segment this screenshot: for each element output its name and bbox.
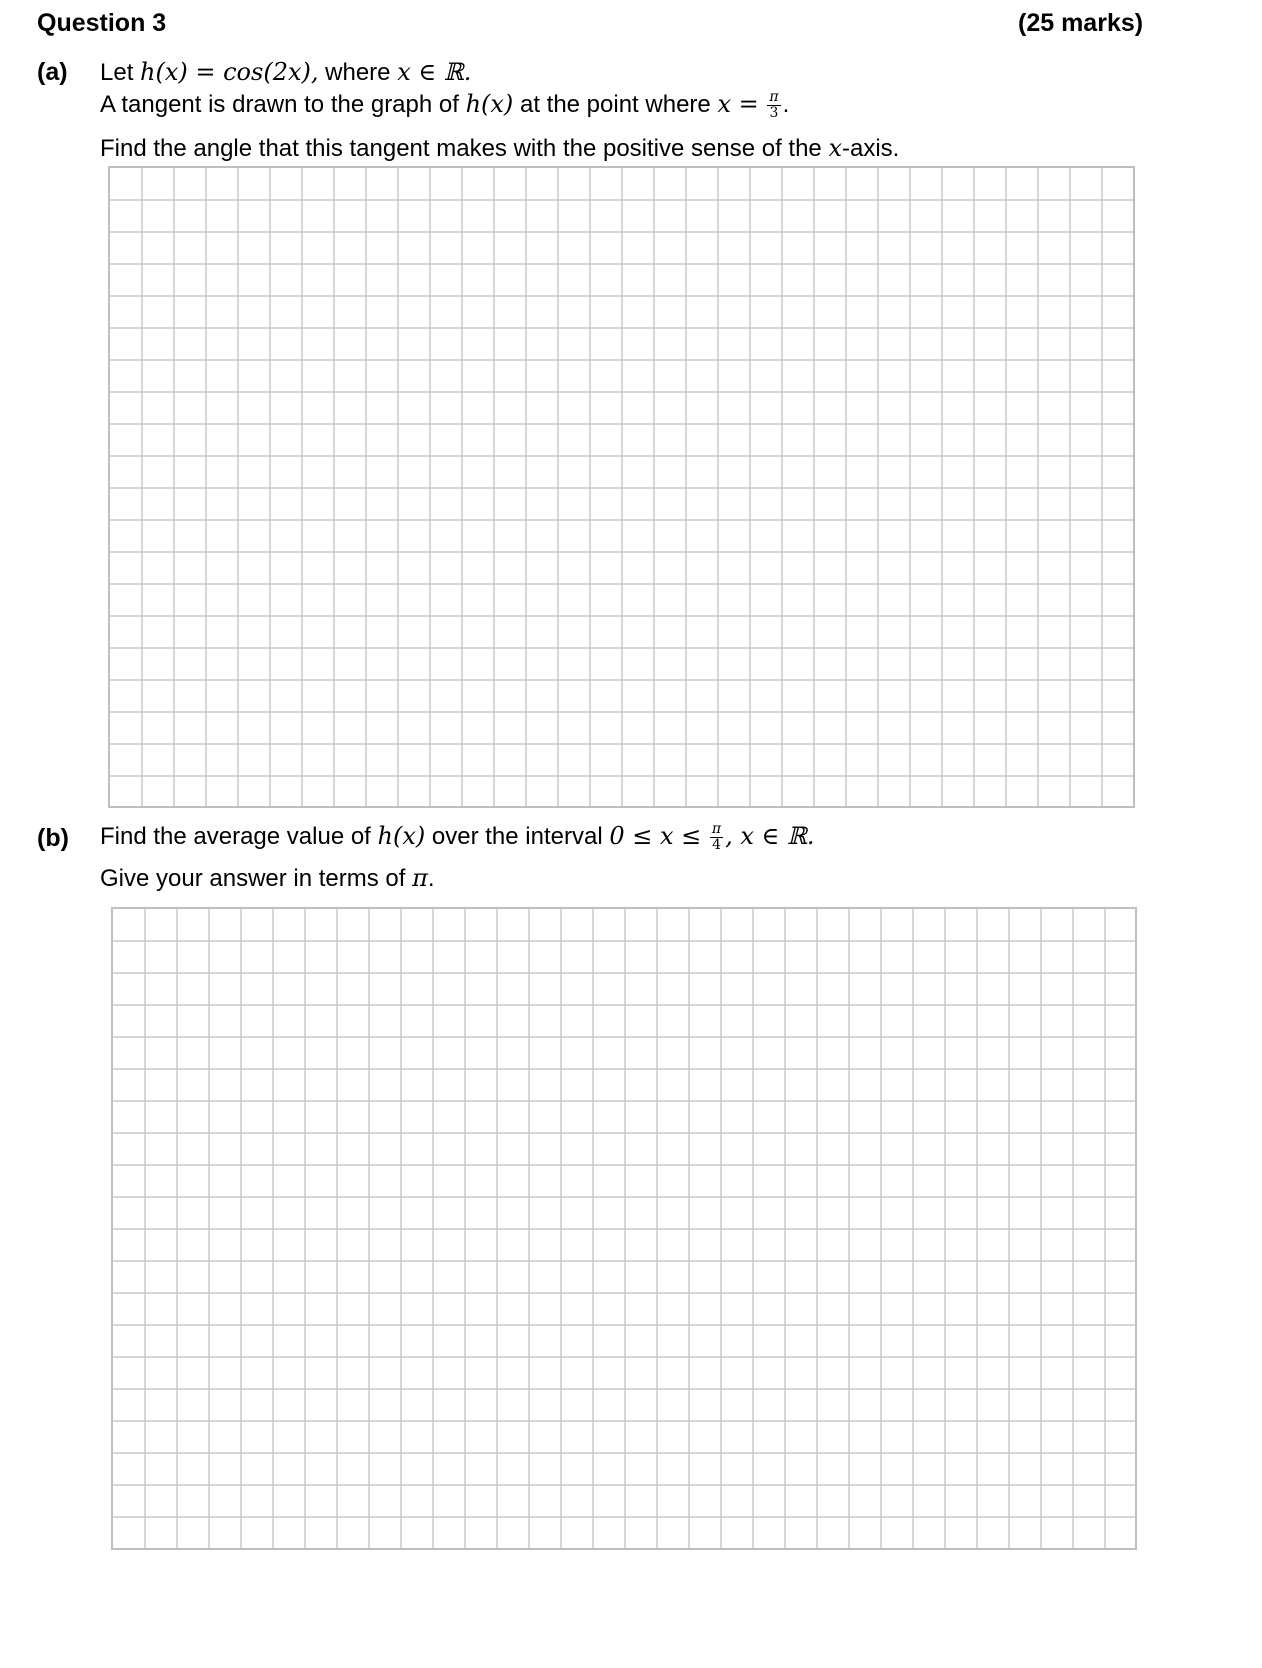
part-a-function: h(x) = cos(2x), (140, 58, 319, 86)
part-b-function: h(x) (377, 822, 426, 850)
part-b-inequality: 0 ≤ x ≤ (609, 822, 702, 850)
part-a-line-3 (100, 134, 899, 163)
part-a-line-2 (100, 90, 789, 121)
fraction-denominator: 3 (769, 105, 779, 122)
part-b-line-1 (100, 822, 815, 853)
part-a-line-2-variable: x = (717, 90, 759, 118)
grid-lines-a (110, 168, 1133, 806)
part-a-line-2-text-before: A tangent is drawn to the graph of (100, 91, 466, 118)
grid-lines-b (113, 909, 1135, 1548)
part-a-line-3-text-before: Find the angle that this tangent makes with the positive sense of the (100, 135, 829, 162)
marks-label: (25 marks) (1018, 9, 1144, 37)
part-b-line-2-end: . (427, 865, 435, 892)
part-b-label: (b) (37, 824, 69, 852)
part-a-domain: x ∈ ℝ. (397, 58, 472, 86)
part-a-line-2-text-middle: at the point where (513, 91, 718, 118)
part-b-line-2-text-before: Give your answer in terms of (100, 865, 413, 892)
question-title: Question 3 (37, 9, 167, 37)
pi-symbol: π (412, 864, 428, 892)
pi-over-4-fraction (710, 822, 723, 853)
part-a-line-3-variable: x (828, 134, 842, 162)
part-a-let-text: Let (100, 59, 141, 86)
part-b-line-2 (100, 864, 435, 893)
answer-grid-part-b[interactable] (111, 907, 1137, 1550)
part-b-domain: , x ∈ ℝ. (725, 822, 815, 850)
part-a-where-text: where (318, 59, 398, 86)
part-a-line-2-function: h(x) (465, 90, 514, 118)
part-a-line-3-text-after: -axis. (841, 135, 900, 162)
part-a-line-2-end: . (782, 91, 790, 118)
part-a-line-1 (100, 58, 471, 87)
part-b-line-1-text-before: Find the average value of (100, 823, 378, 850)
fraction-numerator: π (711, 821, 722, 838)
answer-grid-part-a[interactable] (108, 166, 1135, 808)
part-a-label: (a) (37, 58, 68, 86)
part-b-line-1-text-middle: over the interval (425, 823, 610, 850)
fraction-numerator: π (769, 89, 779, 106)
fraction-denominator: 4 (712, 837, 721, 854)
pi-over-3-fraction (767, 90, 780, 121)
